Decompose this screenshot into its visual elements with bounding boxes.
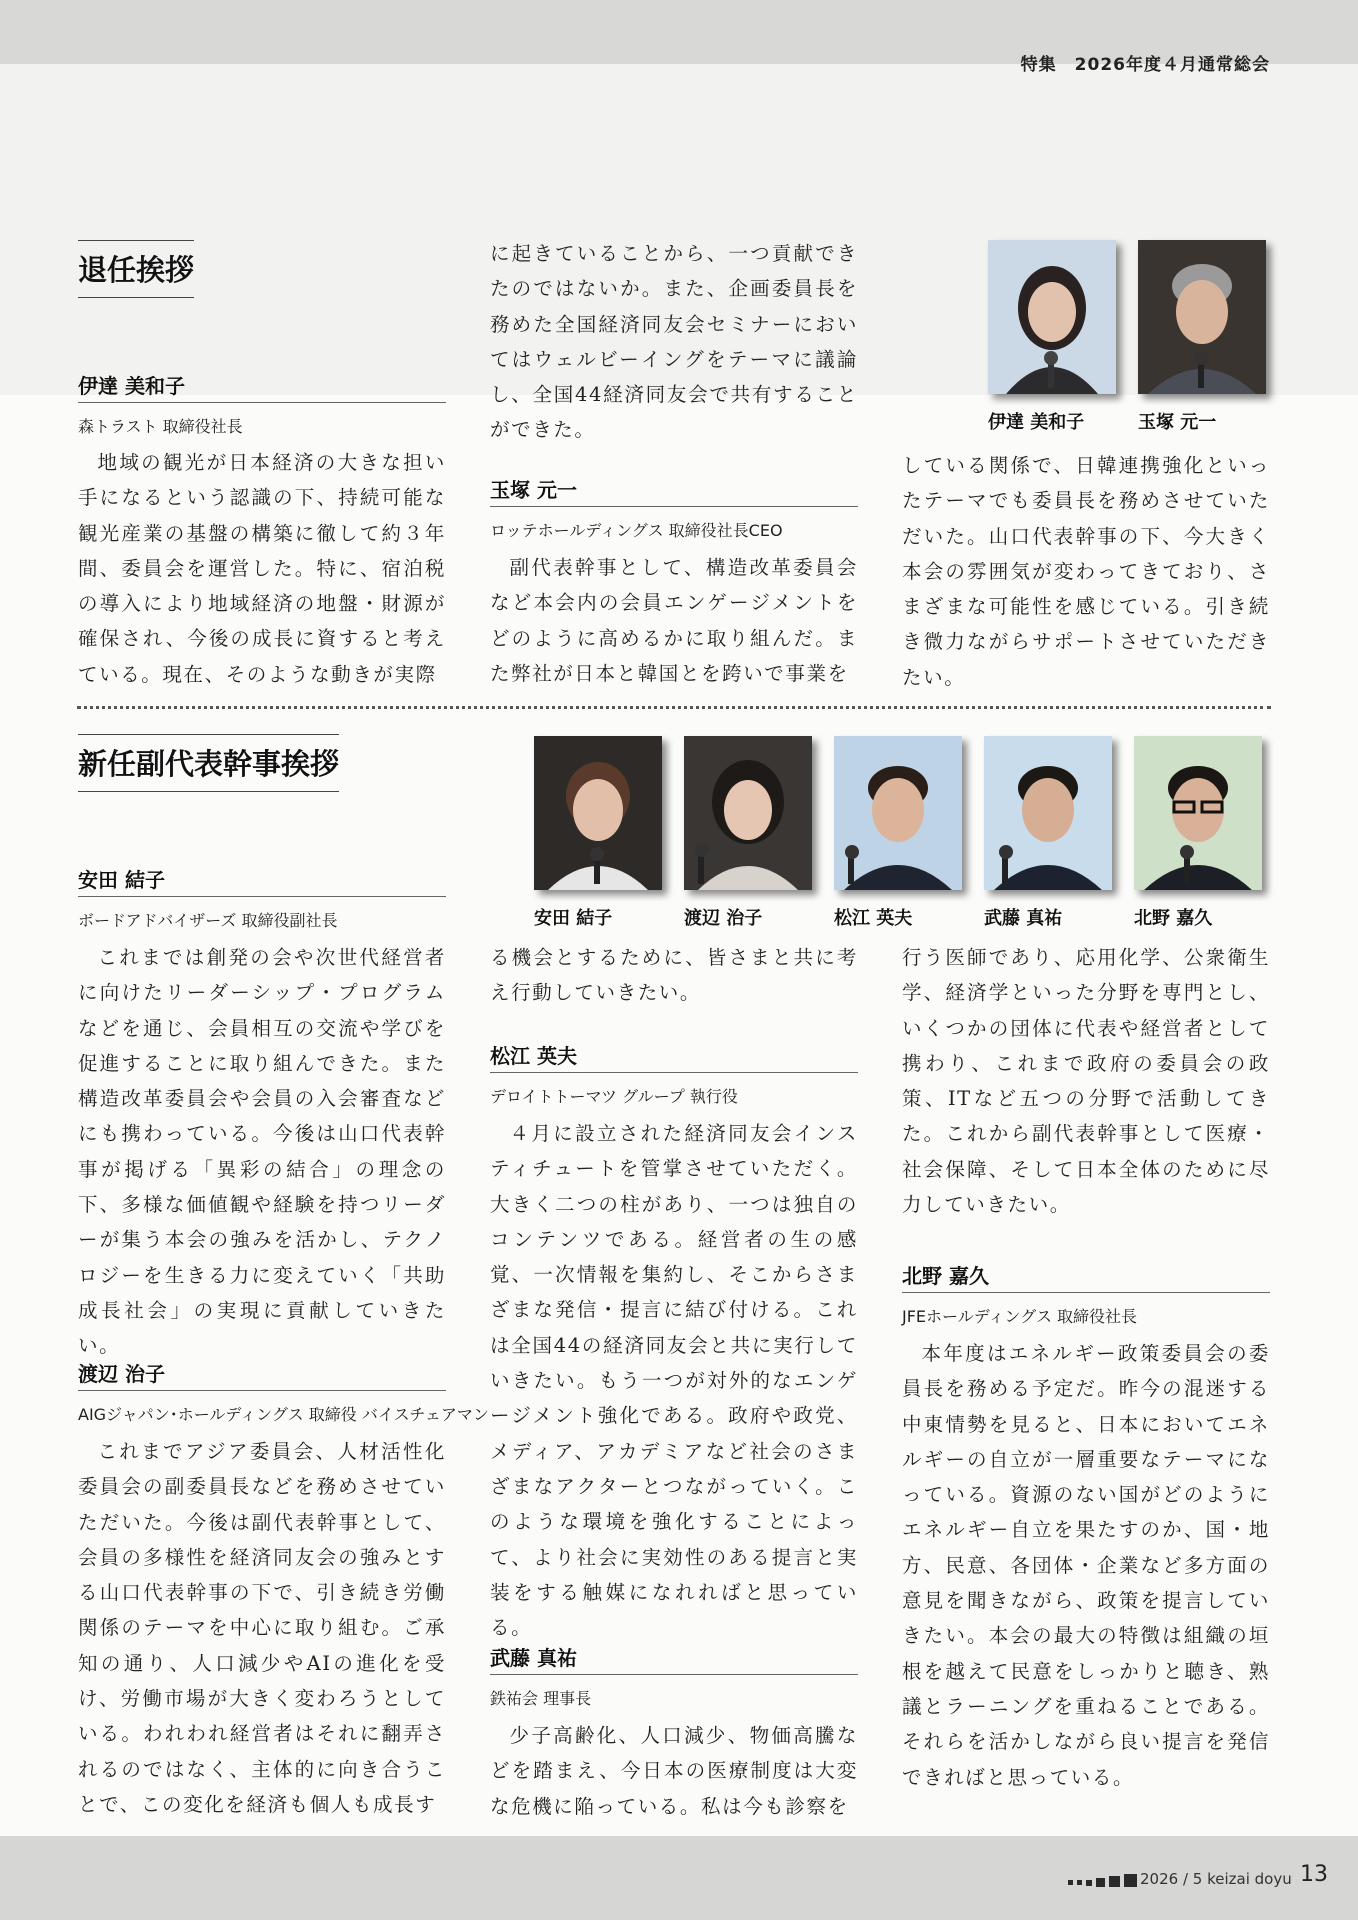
new-section-title: 新任副代表幹事挨拶 bbox=[78, 734, 339, 792]
person-company-yasuda: ボードアドバイザーズ 取締役副社長 bbox=[78, 911, 338, 930]
page-number: 13 bbox=[1300, 1862, 1328, 1887]
photo-caption-watanabe: 渡辺 治子 bbox=[684, 908, 763, 929]
retire-tamatsuka-text-col2: 副代表幹事として、構造改革委員会など本会内の会員エンゲージメントをどのように高めるかに取り組んだ。また弊社が日本と韓国とを跨いで事業を bbox=[490, 556, 858, 685]
photo-caption-kitano: 北野 嘉久 bbox=[1134, 908, 1213, 929]
new-matsue-text: ４月に設立された経済同友会インスティチュートを管掌させていただく。大きく二つの柱があり、一つは独自のコンテンツである。経営者の生の感覚、一次情報を集約し、そこからさまざまな発信・提言に結び付ける。これは全国44の経済同友会と共に実行していきたい。もう一つが対外的なエンゲージメント強化である。政府や政党、メディア、アカデミアなど社会のさまざまなアクターとつながっていく。このような環境を強化することによって、より社会に実効性のある提言と実装をする触媒になれればと思っている。 bbox=[490, 1122, 858, 1640]
retire-tamatsuka-text-col3: している関係で、日韓連携強化といったテーマでも委員長を務めさせていただいた。山口代表幹事の下、今大きく本会の雰囲気が変わってきており、さまざまな可能性を感じている。引き続き微力ながらサポートさせていただきたい。 bbox=[902, 454, 1270, 689]
retire-date-text-col1: 地域の観光が日本経済の大きな担い手になるという認識の下、持続可能な観光産業の基盤の構築に徹して約３年間、委員会を運営した。特に、宿泊税の導入により地域経済の地盤・財源が確保され、今後の成長に資すると考えている。現在、そのような動きが実際 bbox=[78, 451, 446, 686]
portrait-photo-muto bbox=[984, 736, 1112, 890]
person-name-kitano: 北野 嘉久 bbox=[902, 1260, 1270, 1293]
photo-caption-tamatsuka: 玉塚 元一 bbox=[1138, 412, 1217, 433]
portrait-photo-date bbox=[988, 240, 1116, 394]
new-kitano-text: 本年度はエネルギー政策委員会の委員長を務める予定だ。昨今の混迷する中東情勢を見ると、日本においてエネルギーの自立が一層重要なテーマになっている。資源のない国がどのようにエネルギー自立を果たすのか、国・地方、民意、各団体・企業など多方面の意見を聞きながら、政策を提言していきたい。本会の最大の特徴は組織の垣根を越えて民意をしっかりと聴き、熟議とラーニングを重ねることである。それらを活かしながら良い提言を発信できればと思っている。 bbox=[902, 1342, 1270, 1789]
new-yasuda-text: これまでは創発の会や次世代経営者に向けたリーダーシップ・プログラムなどを通じ、会員相互の交流や学びを促進することに取り組んできた。また構造改革委員会や会員の入会審査などにも携わっている。今後は山口代表幹事が掲げる「異彩の結合」の理念の下、多様な価値観や経験を持つリーダーが集う本会の強みを活かし、テクノロジーを生きる力に変えていく「共助成長社会」の実現に貢献していきたい。 bbox=[78, 946, 446, 1358]
photo-caption-date: 伊達 美和子 bbox=[988, 412, 1085, 433]
section-divider bbox=[77, 706, 1271, 709]
person-company-tamatsuka: ロッテホールディングス 取締役社長CEO bbox=[490, 521, 783, 540]
footer-issue: 2026 / 5 keizai doyu bbox=[1140, 1870, 1292, 1888]
person-company-muto: 鉄祐会 理事長 bbox=[490, 1689, 592, 1708]
portrait-photo-tamatsuka bbox=[1138, 240, 1266, 394]
person-company-kitano: JFEホールディングス 取締役社長 bbox=[902, 1307, 1138, 1326]
photo-caption-matsue: 松江 英夫 bbox=[834, 908, 913, 929]
person-name-watanabe: 渡辺 治子 bbox=[78, 1358, 446, 1391]
person-name-matsue: 松江 英夫 bbox=[490, 1040, 858, 1073]
new-watanabe-text-col2: る機会とするために、皆さまと共に考え行動していきたい。 bbox=[490, 946, 858, 1005]
section-header: 特集 2026年度４月通常総会 bbox=[1020, 55, 1270, 75]
portrait-photo-kitano bbox=[1134, 736, 1262, 890]
person-company-date: 森トラスト 取締役社長 bbox=[78, 417, 243, 436]
person-name-yasuda: 安田 結子 bbox=[78, 864, 446, 897]
new-watanabe-text-col1: これまでアジア委員会、人材活性化委員会の副委員長などを務めさせていただいた。今後は副代表幹事として、会員の多様性を経済同友会の強みとする山口代表幹事の下で、引き続き労働関係のテーマを中心に取り組む。ご承知の通り、人口減少やAIの進化を受け、労働市場が大きく変わろうとしている。われわれ経営者はそれに翻弄されるのではなく、主体的に向き合うことで、この変化を経済も個人も成長す bbox=[78, 1440, 446, 1816]
portrait-photo-watanabe bbox=[684, 736, 812, 890]
photo-caption-yasuda: 安田 結子 bbox=[534, 908, 613, 929]
new-muto-text-col2: 少子高齢化、人口減少、物価高騰などを踏まえ、今日本の医療制度は大変な危機に陥っている。私は今も診察を bbox=[490, 1724, 858, 1818]
person-company-matsue: デロイトトーマツ グループ 執行役 bbox=[490, 1087, 738, 1106]
photo-caption-muto: 武藤 真祐 bbox=[984, 908, 1063, 929]
portrait-photo-yasuda bbox=[534, 736, 662, 890]
person-name-tamatsuka: 玉塚 元一 bbox=[490, 474, 858, 507]
person-company-watanabe: AIGジャパン･ホールディングス 取締役 バイスチェアマン bbox=[78, 1405, 489, 1424]
new-muto-text-col3: 行う医師であり、応用化学、公衆衛生学、経済学といった分野を専門とし、いくつかの団体に代表や経営者として携わり、これまで政府の委員会の政策、ITなど五つの分野で活動してきた。これから副代表幹事として医療・社会保障、そして日本全体のために尽力していきたい。 bbox=[902, 946, 1270, 1217]
person-name-muto: 武藤 真祐 bbox=[490, 1642, 858, 1675]
retire-section-title: 退任挨拶 bbox=[78, 240, 194, 298]
portrait-photo-matsue bbox=[834, 736, 962, 890]
retire-date-text-col2: に起きていることから、一つ貢献できたのではないか。また、企画委員長を務めた全国経済同友会セミナーにおいてはウェルビーイングをテーマに議論し、全国44経済同友会で共有することができた。 bbox=[490, 242, 858, 442]
person-name-date: 伊達 美和子 bbox=[78, 370, 446, 403]
